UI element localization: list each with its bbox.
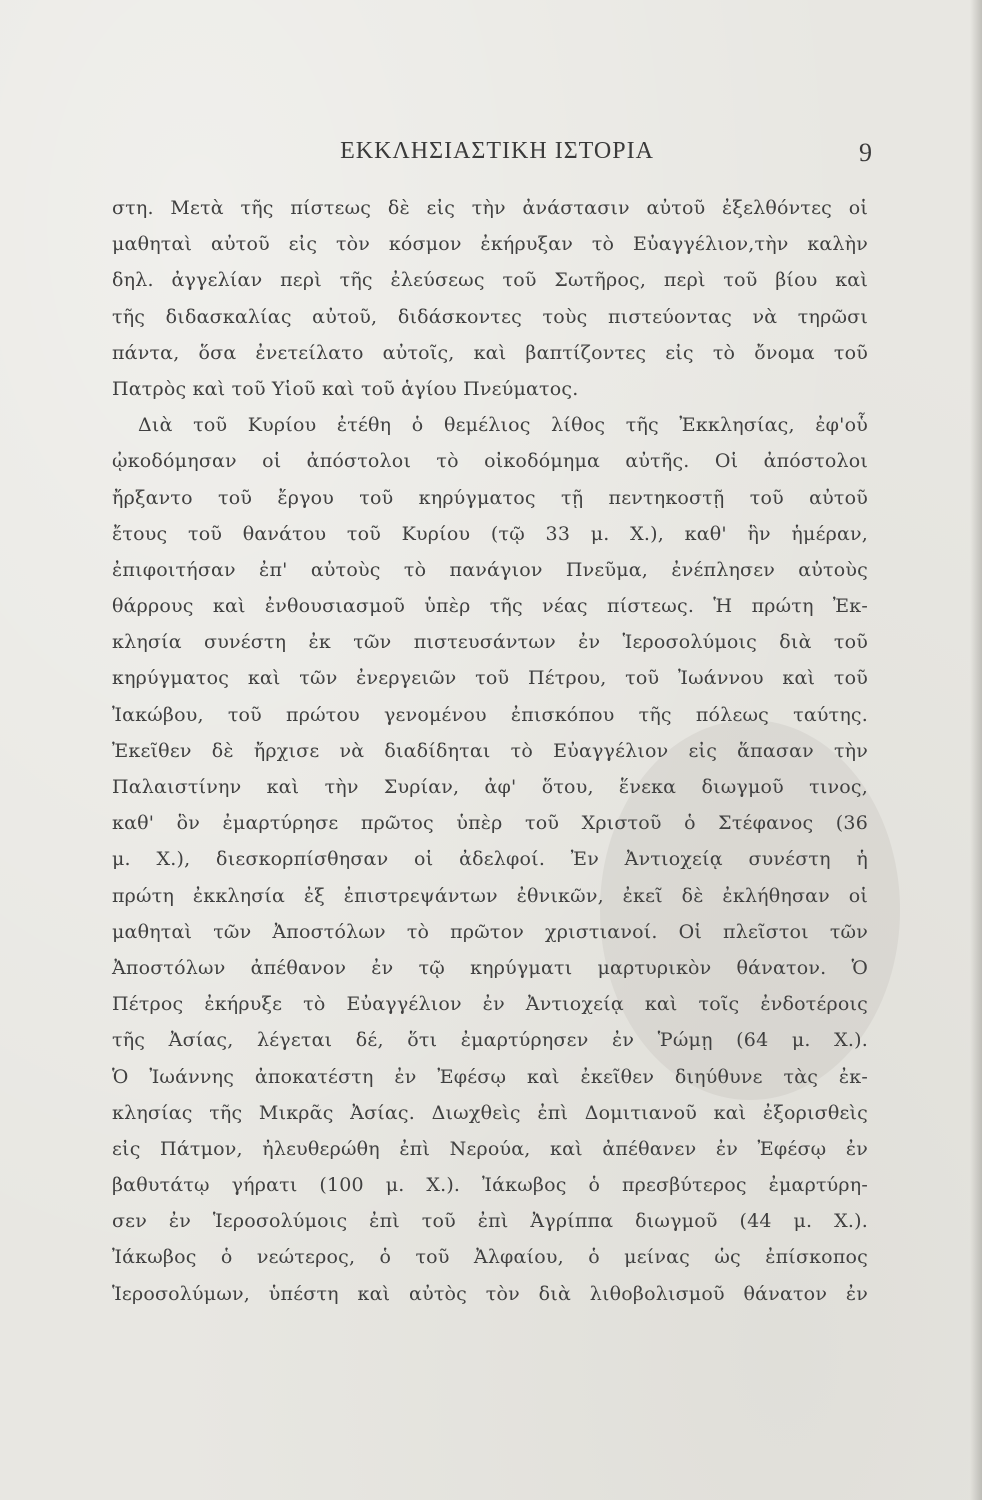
- text-line: σεν ἐν Ἱεροσολύμοις ἐπὶ τοῦ ἐπὶ Ἀγρίππα διωγμοῦ (44 μ. Χ.).: [112, 1210, 868, 1233]
- text-line: πρώτη ἐκκλησία ἐξ ἐπιστρεψάντων ἐθνικῶν, ἐκεῖ δὲ ἐκλήθησαν οἱ: [112, 884, 868, 907]
- text-line: μαθηταὶ τῶν Ἀποστόλων τὸ πρῶτον χριστιανοί. Οἱ πλεῖστοι τῶν: [112, 920, 868, 943]
- text-line: Παλαιστίνην καὶ τὴν Συρίαν, ἀφ' ὅτου, ἕνεκα διωγμοῦ τινος,: [112, 776, 868, 798]
- text-line: ἤρξαντο τοῦ ἔργου τοῦ κηρύγματος τῇ πεντηκοστῇ τοῦ αὐτοῦ: [112, 486, 868, 509]
- text-line: Ἀποστόλων ἀπέθανον ἐν τῷ κηρύγματι μαρτυρικὸν θάνατον. Ὁ: [112, 956, 868, 979]
- text-line: κηρύγματος καὶ τῶν ἐνεργειῶν τοῦ Πέτρου, τοῦ Ἰωάννου καὶ τοῦ: [112, 667, 868, 690]
- text-line: θάρρους καὶ ἐνθουσιασμοῦ ὑπὲρ τῆς νέας πίστεως. Ἡ πρώτη Ἐκ-: [112, 595, 868, 618]
- text-line: Πατρὸς καὶ τοῦ Υἱοῦ καὶ τοῦ ἁγίου Πνεύματος.: [112, 377, 579, 400]
- text-line: στη. Μετὰ τῆς πίστεως δὲ εἰς τὴν ἀνάστασιν αὐτοῦ ἐξελθόντες οἱ: [112, 197, 868, 219]
- text-line: καθ' ὃν ἐμαρτύρησε πρῶτος ὑπὲρ τοῦ Χριστοῦ ὁ Στέφανος (36: [112, 812, 868, 835]
- text-line: Πέτρος ἐκήρυξε τὸ Εὐαγγέλιον ἐν Ἀντιοχείᾳ καὶ τοῖς ἐνδοτέροις: [112, 993, 868, 1016]
- page-header: [112, 138, 882, 178]
- text-line: ἐπιφοιτήσαν ἐπ' αὐτοὺς τὸ πανάγιον Πνεῦμα, ἐνέπλησεν αὐτοὺς: [112, 558, 868, 581]
- body-text: [112, 190, 868, 1312]
- text-line: εἰς Πάτμον, ἠλευθερώθη ἐπὶ Νερούα, καὶ ἀπέθανεν ἐν Ἐφέσῳ ἐν: [112, 1137, 868, 1160]
- text-line: Ἱεροσολύμων, ὑπέστη καὶ αὐτὸς τὸν διὰ λιθοβολισμοῦ θάνατον ἐν: [112, 1282, 868, 1305]
- running-title: ΕΚΚΛΗΣΙΑΣΤΙΚΗ ΙΣΤΟΡΙΑ: [340, 138, 654, 164]
- page-number: 9: [859, 138, 872, 167]
- text-line: Ἐκεῖθεν δὲ ἤρχισε νὰ διαδίδηται τὸ Εὐαγγέλιον εἰς ἅπασαν τὴν: [112, 739, 868, 762]
- text-line: κλησίας τῆς Μικρᾶς Ἀσίας. Διωχθεὶς ἐπὶ Δομιτιανοῦ καὶ ἐξορισθεὶς: [112, 1101, 868, 1124]
- text-line: Ἰακώβου, τοῦ πρώτου γενομένου ἐπισκόπου τῆς πόλεως ταύτης.: [112, 703, 868, 726]
- page-edge-shadow: [970, 0, 982, 1500]
- text-line: πάντα, ὅσα ἐνετείλατο αὐτοῖς, καὶ βαπτίζοντες εἰς τὸ ὄνομα τοῦ: [112, 341, 868, 364]
- text-line: Ἰάκωβος ὁ νεώτερος, ὁ τοῦ Ἀλφαίου, ὁ μείνας ὡς ἐπίσκοπος: [112, 1246, 868, 1269]
- text-line: βαθυτάτῳ γήρατι (100 μ. Χ.). Ἰάκωβος ὁ πρεσβύτερος ἐμαρτύρη-: [112, 1174, 868, 1197]
- text-line: Διὰ τοῦ Κυρίου ἐτέθη ὁ θεμέλιος λίθος τῆς Ἐκκλησίας, ἐφ'οὗ: [138, 414, 868, 437]
- text-line: ᾠκοδόμησαν οἱ ἀπόστολοι τὸ οἰκοδόμημα αὐτῆς. Οἱ ἀπόστολοι: [112, 450, 868, 473]
- text-line: ἔτους τοῦ θανάτου τοῦ Κυρίου (τῷ 33 μ. Χ.), καθ' ἣν ἡμέραν,: [112, 522, 868, 545]
- text-line: μ. Χ.), διεσκορπίσθησαν οἱ ἀδελφοί. Ἐν Ἀντιοχείᾳ συνέστη ἡ: [112, 848, 868, 871]
- text-line: μαθηταὶ αὐτοῦ εἰς τὸν κόσμον ἐκήρυξαν τὸ Εὐαγγέλιον,τὴν καλὴν: [112, 233, 868, 256]
- text-line: κλησία συνέστη ἐκ τῶν πιστευσάντων ἐν Ἱεροσολύμοις διὰ τοῦ: [112, 631, 868, 654]
- text-line: δηλ. ἀγγελίαν περὶ τῆς ἐλεύσεως τοῦ Σωτῆρος, περὶ τοῦ βίου καὶ: [112, 269, 868, 292]
- text-line: τῆς διδασκαλίας αὐτοῦ, διδάσκοντες τοὺς πιστεύοντας νὰ τηρῶσι: [112, 305, 868, 328]
- text-line: τῆς Ἀσίας, λέγεται δέ, ὅτι ἐμαρτύρησεν ἐν Ῥώμῃ (64 μ. Χ.).: [112, 1029, 868, 1052]
- text-line: Ὁ Ἰωάννης ἀποκατέστη ἐν Ἐφέσῳ καὶ ἐκεῖθεν διηύθυνε τὰς ἐκ-: [112, 1065, 868, 1088]
